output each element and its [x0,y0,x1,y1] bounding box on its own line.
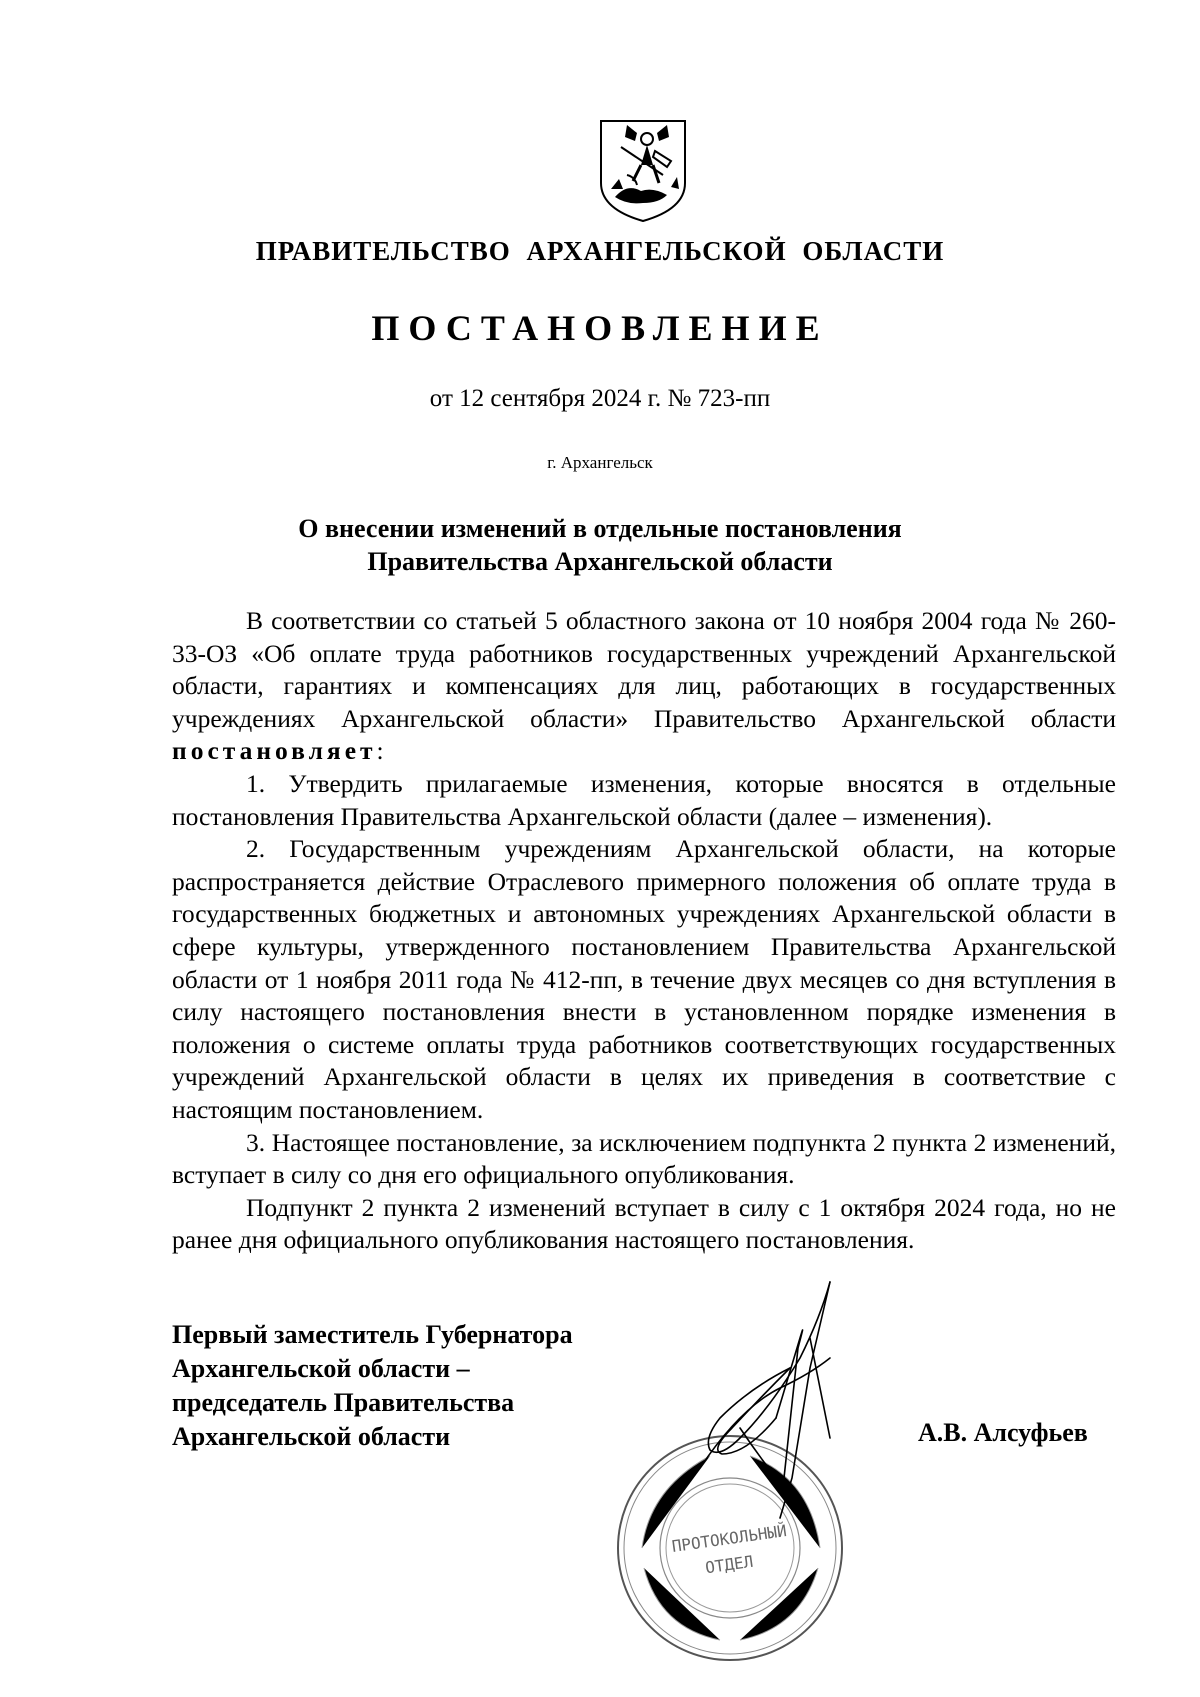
signatory-line-4: Архангельской области [172,1422,451,1451]
preamble-text: В соответствии со статьей 5 областного закона от 10 ноября 2004 года № 260-33-ОЗ «Об оплате труда работников государственных учреждений Архангельской области, гарантиях и компенсациях для лиц, работающих в государственных учреждениях Архангельской области» Правительство Архангельской области [172,606,1116,733]
resolves-word: постановляет [172,736,377,766]
item-1: 1. Утвердить прилагаемые изменения, которые вносятся в отдельные постановления Правительства Архангельской области (далее – изменения). [172,768,1116,831]
signatory-position [172,1318,573,1454]
city-name: г. Архангельск [547,453,653,472]
item-3-extra: Подпункт 2 пункта 2 изменений вступает в силу с 1 октября 2024 года, но не ранее дня официального опубликования настоящего постановления. [172,1192,1116,1255]
organization-name: ПРАВИТЕЛЬСТВО АРХАНГЕЛЬСКОЙ ОБЛАСТИ [255,236,945,266]
document-body [172,605,1116,1257]
document-title [0,512,1200,578]
signatory-line-3: председатель Правительства [172,1388,515,1417]
preamble-paragraph [172,605,1116,768]
title-line-1: О внесении изменений в отдельные постановления [298,514,902,543]
handwritten-signature [680,1278,860,1538]
date-and-number: от 12 сентября 2024 г. № 723-пп [429,385,771,412]
document-type: ПОСТАНОВЛЕНИЕ [371,308,829,348]
resolves-colon: : [376,736,384,766]
signatory-line-2: Архангельской области – [172,1354,470,1383]
item-3: 3. Настоящее постановление, за исключением подпункта 2 пункта 2 изменений, вступает в силу со дня его официального опубликования. [172,1127,1116,1190]
coat-of-arms-icon [597,117,689,224]
title-line-2: Правительства Архангельской области [367,547,833,576]
item-2: 2. Государственным учреждениям Архангельской области, на которые распространяется действие Отраслевого примерного положения об оплате труда в государственных бюджетных и автономных учреждениях Архангельской области в сфере культуры, утвержденного постановлением Правительства Архангельской области от 1 ноября 2011 года № 412-пп, в течение двух месяцев со дня вступления в силу настоящего постановления внести в установленном порядке изменения в положения о системе оплаты труда работников соответствующих государственных учреждений Архангельской области в целях их приведения в соответствие с настоящим постановлением. [172,834,1116,1124]
signatory-name: А.В. Алсуфьев [918,1418,1088,1447]
stamp-text-2: ОТДЕЛ [704,1551,755,1578]
stamp-text-1: ПРОТОКОЛЬНЫЙ [670,1521,788,1557]
signatory-line-1: Первый заместитель Губернатора [172,1320,573,1349]
